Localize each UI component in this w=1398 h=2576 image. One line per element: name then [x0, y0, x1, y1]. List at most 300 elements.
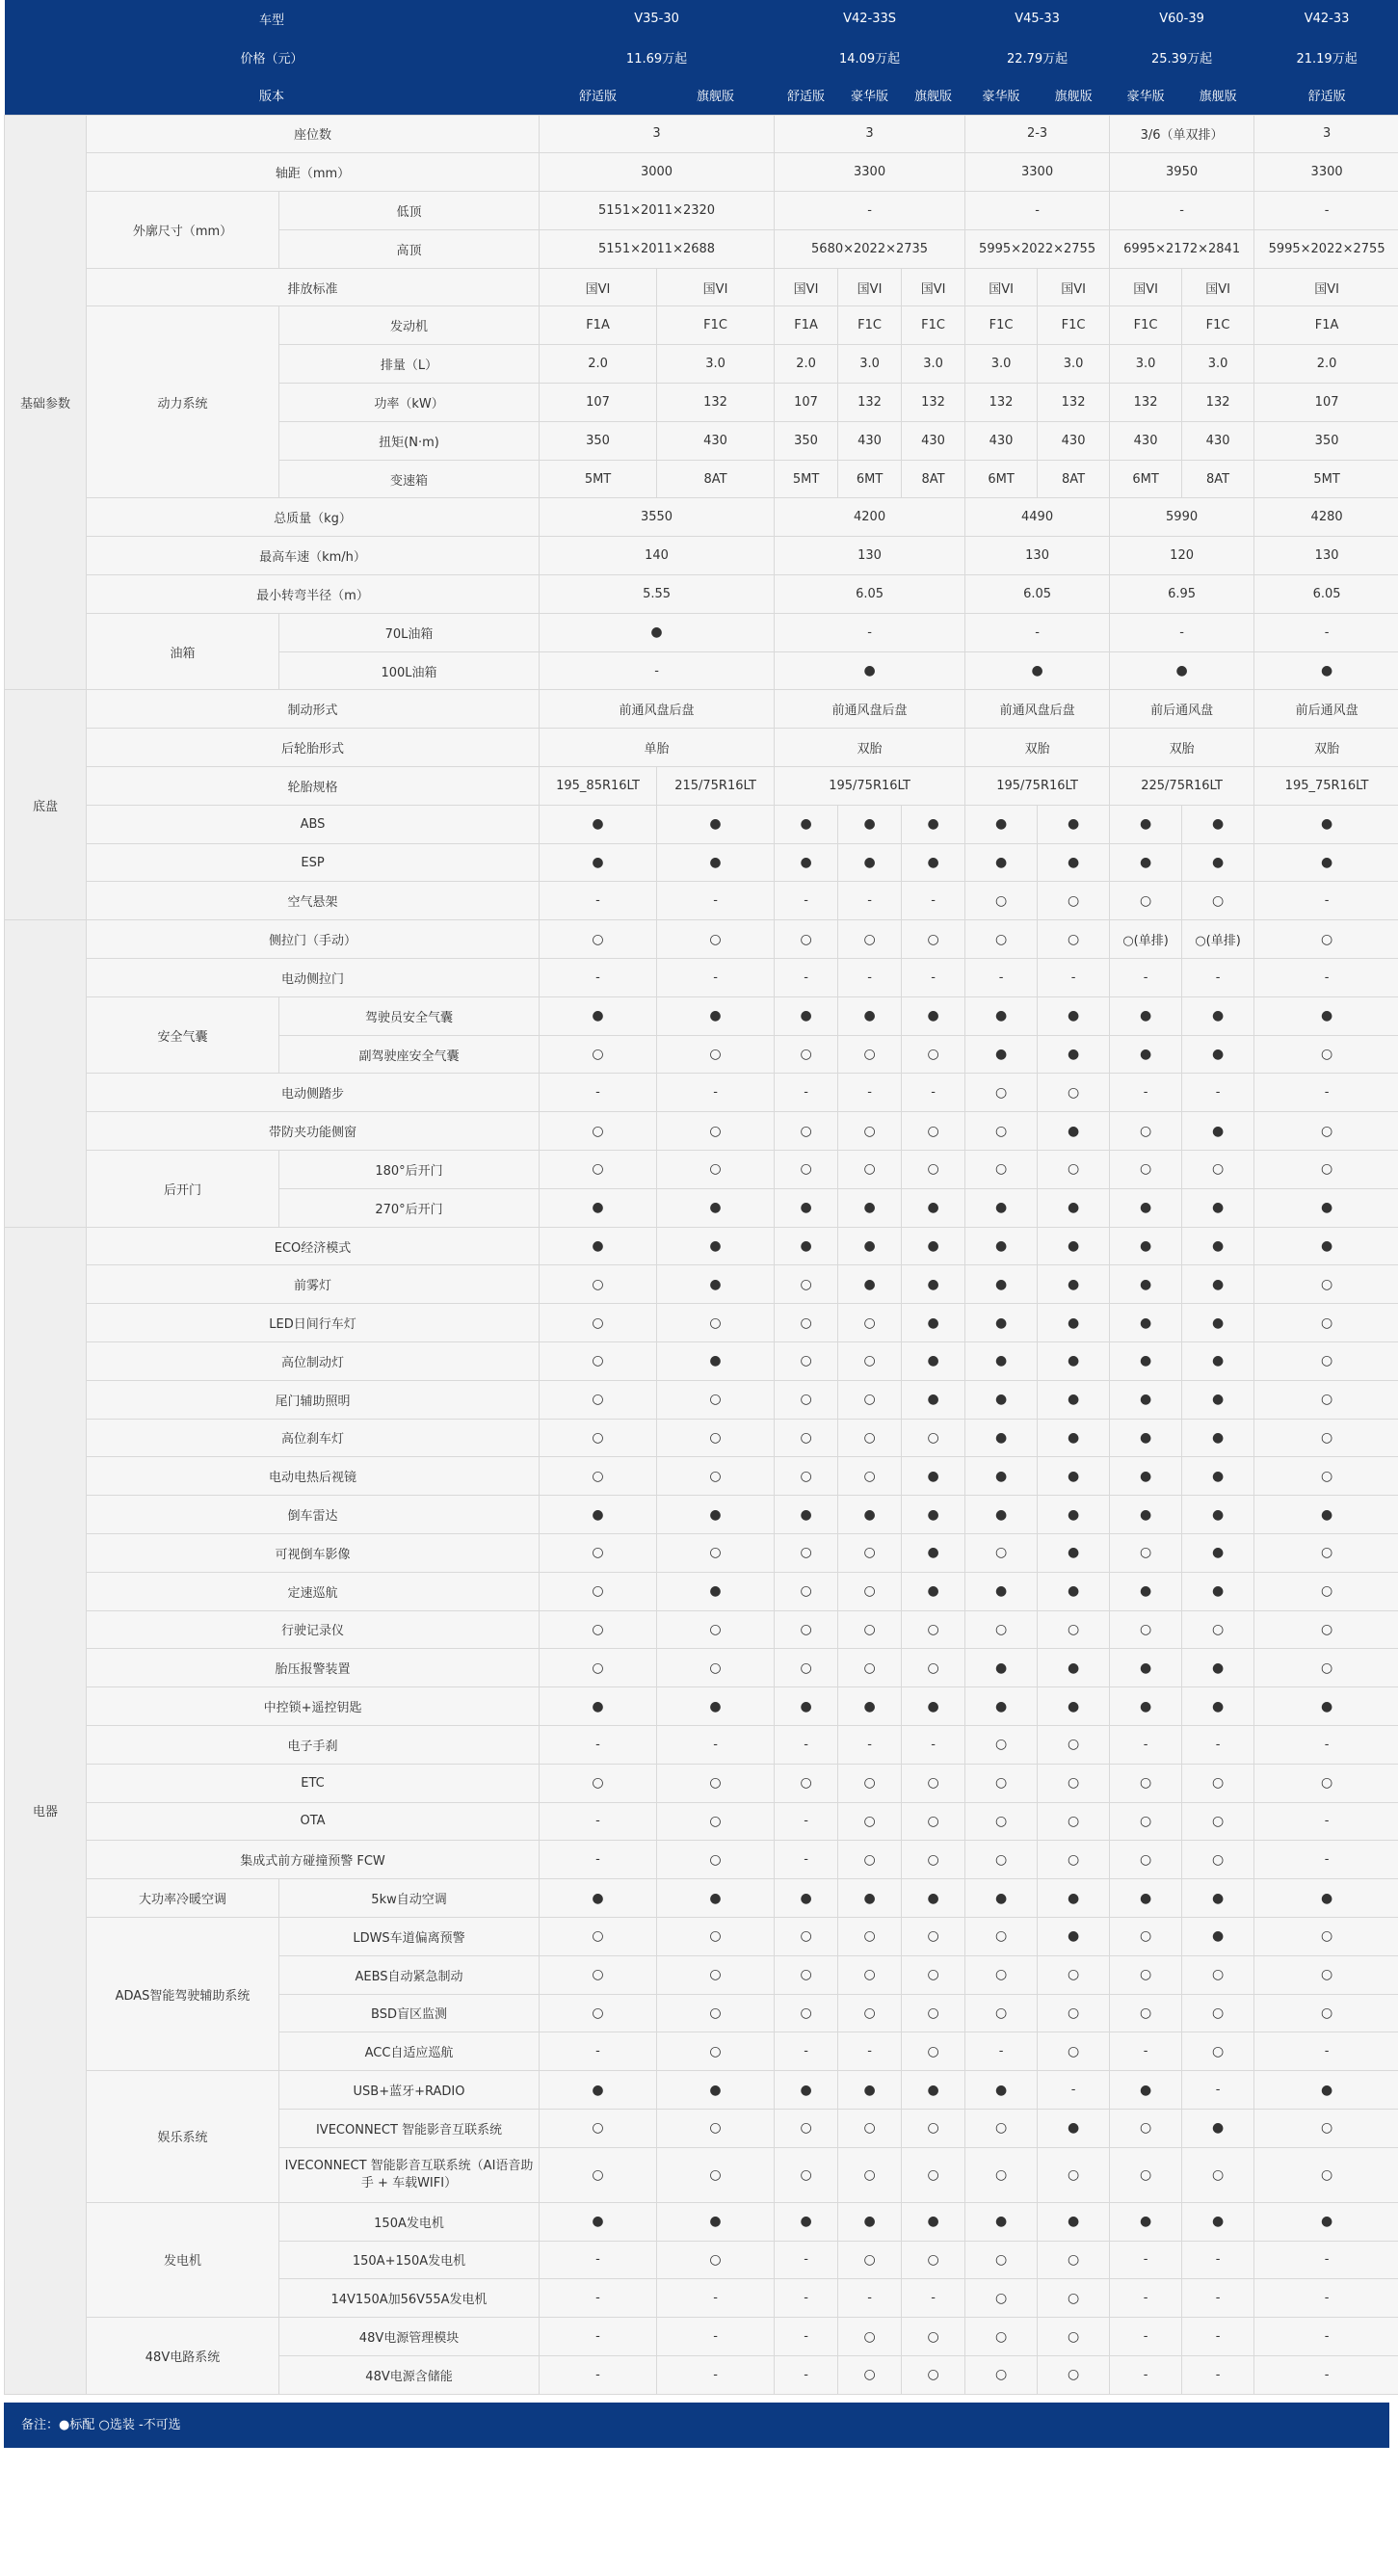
- row-label: ABS: [87, 805, 540, 843]
- spec-value: ●: [838, 1188, 902, 1227]
- spec-value: 8AT: [1038, 460, 1110, 498]
- spec-value: ●: [775, 2202, 838, 2241]
- spec-value: ○: [775, 2147, 838, 2202]
- version-name: 舒适版: [540, 76, 657, 115]
- spec-value: ○: [902, 1419, 965, 1457]
- spec-value: 8AT: [657, 460, 775, 498]
- row-label: 胎压报警装置: [87, 1649, 540, 1687]
- spec-value: F1C: [838, 306, 902, 345]
- spec-value: ●: [657, 1879, 775, 1918]
- row-sublabel: 270°后开门: [279, 1188, 540, 1227]
- spec-value: ●: [775, 1879, 838, 1918]
- spec-value: ●: [1254, 2202, 1398, 2241]
- spec-row: [5, 613, 1398, 651]
- spec-value: ○: [902, 2355, 965, 2394]
- spec-value: -: [1254, 1074, 1398, 1112]
- spec-value: ○: [775, 1304, 838, 1342]
- spec-value: ○: [1254, 1112, 1398, 1151]
- spec-value: ●: [902, 1342, 965, 1381]
- spec-value: ●: [838, 2071, 902, 2110]
- spec-value: -: [1182, 2241, 1254, 2279]
- spec-value: ●: [775, 1227, 838, 1265]
- spec-row: [5, 882, 1398, 920]
- spec-value: ●: [657, 2071, 775, 2110]
- spec-value: -: [540, 1841, 657, 1879]
- spec-value: -: [1110, 2355, 1182, 2394]
- spec-value: 6995×2172×2841: [1110, 229, 1254, 268]
- spec-value: 5.55: [540, 575, 775, 614]
- spec-value: 3300: [965, 153, 1110, 192]
- spec-value: ●: [1254, 1227, 1398, 1265]
- spec-value: ○: [1254, 1304, 1398, 1342]
- spec-value: ○: [902, 2147, 965, 2202]
- row-label: 座位数: [87, 115, 540, 153]
- spec-value: -: [540, 2318, 657, 2356]
- spec-value: ○: [657, 2109, 775, 2147]
- row-sublabel: USB+蓝牙+RADIO: [279, 2071, 540, 2110]
- spec-value: ●: [657, 1496, 775, 1534]
- spec-value: ●: [902, 1457, 965, 1496]
- spec-value: ○: [775, 1265, 838, 1304]
- row-label: 制动形式: [87, 690, 540, 729]
- spec-value: ●: [965, 843, 1038, 882]
- spec-value: ●: [1038, 1879, 1110, 1918]
- spec-value: -: [657, 1725, 775, 1764]
- spec-value: ●: [902, 1188, 965, 1227]
- spec-value: ●: [1182, 2109, 1254, 2147]
- spec-value: ○: [1254, 1917, 1398, 1955]
- spec-value: 3.0: [1182, 345, 1254, 384]
- model-price: 14.09万起: [775, 39, 965, 77]
- row-label: LED日间行车灯: [87, 1304, 540, 1342]
- row-label: 排放标准: [87, 268, 540, 306]
- spec-value: ●: [902, 2071, 965, 2110]
- spec-value: ○: [838, 1112, 902, 1151]
- row-label: 空气悬架: [87, 882, 540, 920]
- spec-value: ○: [775, 1917, 838, 1955]
- header-label-version: 版本: [5, 76, 540, 115]
- spec-value: ●: [540, 1496, 657, 1534]
- spec-value: ○: [775, 1533, 838, 1572]
- row-sublabel: IVECONNECT 智能影音互联系统: [279, 2109, 540, 2147]
- spec-value: ●: [1110, 651, 1254, 690]
- row-label: 发电机: [87, 2202, 279, 2317]
- spec-value: ○: [657, 2032, 775, 2071]
- spec-value: -: [1110, 959, 1182, 997]
- spec-value: ●: [775, 2071, 838, 2110]
- spec-value: -: [1110, 1074, 1182, 1112]
- spec-value: ●: [775, 651, 965, 690]
- spec-value: ●: [902, 1227, 965, 1265]
- spec-value: ●: [1110, 1227, 1182, 1265]
- spec-value: ●: [540, 1879, 657, 1918]
- spec-value: -: [657, 2318, 775, 2356]
- row-sublabel: 100L油箱: [279, 651, 540, 690]
- spec-row: [5, 690, 1398, 729]
- spec-value: -: [902, 1074, 965, 1112]
- spec-value: ○: [902, 1610, 965, 1649]
- spec-value: ●: [1182, 805, 1254, 843]
- spec-value: ●: [657, 843, 775, 882]
- spec-value: 国VI: [1182, 268, 1254, 306]
- spec-value: ○: [965, 1151, 1038, 1189]
- spec-value: ●: [1110, 1572, 1182, 1610]
- spec-value: ●: [1110, 1879, 1182, 1918]
- spec-value: 195_75R16LT: [1254, 767, 1398, 806]
- spec-value: ○: [1182, 1841, 1254, 1879]
- spec-value: ●: [965, 1304, 1038, 1342]
- row-label: 48V电路系统: [87, 2318, 279, 2395]
- table-body: [5, 115, 1398, 2394]
- spec-value: ○: [1254, 1533, 1398, 1572]
- spec-value: ○: [838, 1419, 902, 1457]
- spec-value: ○: [1110, 1917, 1182, 1955]
- spec-value: ○: [1182, 1610, 1254, 1649]
- model-price: 21.19万起: [1254, 39, 1398, 77]
- spec-value: -: [775, 1841, 838, 1879]
- spec-value: ●: [1110, 1304, 1182, 1342]
- model-name: V35-30: [540, 0, 775, 39]
- spec-value: ○: [838, 1380, 902, 1419]
- spec-value: -: [775, 2279, 838, 2318]
- spec-value: 国VI: [965, 268, 1038, 306]
- model-price: 22.79万起: [965, 39, 1110, 77]
- spec-value: ○: [1254, 2109, 1398, 2147]
- spec-value: -: [540, 2355, 657, 2394]
- spec-value: ○: [540, 1419, 657, 1457]
- spec-value: -: [1254, 613, 1398, 651]
- spec-value: F1C: [1182, 306, 1254, 345]
- spec-value: ○: [902, 1151, 965, 1189]
- spec-value: ●: [902, 1304, 965, 1342]
- spec-value: ●: [965, 1342, 1038, 1381]
- spec-value: 132: [1110, 384, 1182, 422]
- spec-value: ●: [902, 1496, 965, 1534]
- spec-row: [5, 1074, 1398, 1112]
- spec-value: ●: [1182, 1304, 1254, 1342]
- spec-value: ○: [540, 1151, 657, 1189]
- spec-value: -: [540, 651, 775, 690]
- spec-row: [5, 1649, 1398, 1687]
- spec-value: ●: [1038, 2202, 1110, 2241]
- spec-value: F1A: [540, 306, 657, 345]
- spec-row: [5, 192, 1398, 230]
- row-sublabel: 14V150A加56V55A发电机: [279, 2279, 540, 2318]
- spec-value: -: [1254, 1841, 1398, 1879]
- spec-value: ●: [1038, 1572, 1110, 1610]
- spec-value: ○: [540, 1955, 657, 1994]
- spec-value: ●: [657, 805, 775, 843]
- spec-value: ○: [1038, 1151, 1110, 1189]
- spec-value: ●: [902, 1879, 965, 1918]
- spec-value: ○: [965, 2241, 1038, 2279]
- spec-value: ●: [1182, 1879, 1254, 1918]
- row-label: 轴距（mm）: [87, 153, 540, 192]
- spec-value: -: [775, 192, 965, 230]
- spec-value: ○: [1110, 1802, 1182, 1841]
- row-sublabel: LDWS车道偏离预警: [279, 1917, 540, 1955]
- spec-value: ○: [1254, 1151, 1398, 1189]
- spec-value: ○: [775, 1610, 838, 1649]
- spec-value: ○: [1182, 1764, 1254, 1802]
- spec-value: ●: [1182, 1035, 1254, 1074]
- spec-value: ●: [1182, 1687, 1254, 1726]
- spec-value: 350: [1254, 421, 1398, 460]
- spec-value: -: [1254, 2318, 1398, 2356]
- spec-value: ○: [965, 2355, 1038, 2394]
- spec-value: ○: [1110, 1955, 1182, 1994]
- spec-value: 6MT: [965, 460, 1038, 498]
- spec-value: ○: [1254, 1955, 1398, 1994]
- spec-value: 3.0: [965, 345, 1038, 384]
- row-label: 行驶记录仪: [87, 1610, 540, 1649]
- spec-row: [5, 1725, 1398, 1764]
- spec-value: ●: [1038, 1457, 1110, 1496]
- spec-value: ○: [1254, 920, 1398, 959]
- spec-row: [5, 1496, 1398, 1534]
- spec-value: -: [1110, 2279, 1182, 2318]
- spec-value: 430: [902, 421, 965, 460]
- spec-value: ●: [1182, 1533, 1254, 1572]
- spec-row: [5, 1764, 1398, 1802]
- spec-value: ○: [965, 1112, 1038, 1151]
- spec-row: [5, 959, 1398, 997]
- category-cell: 基础参数: [5, 115, 87, 690]
- spec-value: ○: [775, 1419, 838, 1457]
- spec-value: 2.0: [540, 345, 657, 384]
- spec-value: ○: [965, 1074, 1038, 1112]
- spec-value: ○: [775, 1342, 838, 1381]
- spec-value: F1C: [1110, 306, 1182, 345]
- spec-value: ○: [1182, 1955, 1254, 1994]
- spec-value: -: [902, 1725, 965, 1764]
- spec-value: ○: [540, 1304, 657, 1342]
- spec-value: ○: [1110, 2109, 1182, 2147]
- spec-value: 3300: [1254, 153, 1398, 192]
- spec-value: ●: [965, 1380, 1038, 1419]
- spec-value: 130: [1254, 537, 1398, 575]
- spec-value: 3.0: [1110, 345, 1182, 384]
- spec-value: ○: [540, 1649, 657, 1687]
- spec-value: ○: [657, 1917, 775, 1955]
- spec-value: 4200: [775, 498, 965, 537]
- spec-value: -: [1110, 2318, 1182, 2356]
- spec-value: ○: [540, 1112, 657, 1151]
- spec-value: ○: [775, 1994, 838, 2032]
- spec-value: ○: [838, 1955, 902, 1994]
- spec-value: 3.0: [838, 345, 902, 384]
- spec-value: ●: [657, 1265, 775, 1304]
- spec-row: [5, 729, 1398, 767]
- spec-value: ●: [838, 1496, 902, 1534]
- model-price: 11.69万起: [540, 39, 775, 77]
- spec-value: ○: [657, 1304, 775, 1342]
- spec-value: ○: [657, 1035, 775, 1074]
- spec-value: ○: [838, 1802, 902, 1841]
- spec-value: ○: [902, 2241, 965, 2279]
- spec-value: ●: [1038, 1649, 1110, 1687]
- row-sublabel: 180°后开门: [279, 1151, 540, 1189]
- row-label: 带防夹功能侧窗: [87, 1112, 540, 1151]
- row-label: 可视倒车影像: [87, 1533, 540, 1572]
- row-label: 电子手刹: [87, 1725, 540, 1764]
- spec-value: -: [657, 1074, 775, 1112]
- spec-row: [5, 498, 1398, 537]
- spec-value: ●: [965, 1572, 1038, 1610]
- spec-value: -: [775, 2241, 838, 2279]
- spec-value: ○: [1038, 2032, 1110, 2071]
- spec-value: 2-3: [965, 115, 1110, 153]
- spec-row: [5, 1610, 1398, 1649]
- spec-value: ○: [540, 1533, 657, 1572]
- spec-row: [5, 2202, 1398, 2241]
- spec-value: ○(单排): [1110, 920, 1182, 959]
- vehicle-spec-table: [4, 0, 1398, 2395]
- row-label: 大功率冷暖空调: [87, 1879, 279, 1918]
- spec-value: 195/75R16LT: [775, 767, 965, 806]
- spec-value: ○: [902, 1035, 965, 1074]
- spec-value: ○: [1254, 1994, 1398, 2032]
- spec-value: 3.0: [657, 345, 775, 384]
- spec-table-container: [4, 0, 1389, 2395]
- row-label: 后轮胎形式: [87, 729, 540, 767]
- row-sublabel: 扭矩(N·m): [279, 421, 540, 460]
- spec-value: ●: [1038, 1227, 1110, 1265]
- spec-value: ○: [838, 1457, 902, 1496]
- spec-value: -: [775, 1802, 838, 1841]
- spec-value: -: [1254, 2279, 1398, 2318]
- spec-value: ○: [775, 1764, 838, 1802]
- spec-row: [5, 1572, 1398, 1610]
- spec-value: ○: [838, 1649, 902, 1687]
- spec-value: ○: [1038, 1074, 1110, 1112]
- spec-value: -: [775, 1725, 838, 1764]
- spec-row: [5, 268, 1398, 306]
- spec-value: ○: [657, 1764, 775, 1802]
- spec-value: -: [657, 882, 775, 920]
- spec-value: ●: [1038, 1342, 1110, 1381]
- spec-row: [5, 1342, 1398, 1381]
- spec-value: ○: [902, 2109, 965, 2147]
- spec-value: ○: [775, 1649, 838, 1687]
- spec-value: -: [1110, 192, 1254, 230]
- spec-value: ○: [775, 1035, 838, 1074]
- spec-value: ○: [657, 1112, 775, 1151]
- spec-value: 国VI: [1110, 268, 1182, 306]
- spec-row: [5, 1457, 1398, 1496]
- spec-value: ○: [902, 1649, 965, 1687]
- spec-value: ●: [1182, 1188, 1254, 1227]
- spec-row: [5, 1841, 1398, 1879]
- spec-value: 8AT: [1182, 460, 1254, 498]
- spec-value: 350: [540, 421, 657, 460]
- header-label-model: 车型: [5, 0, 540, 39]
- spec-value: -: [1254, 959, 1398, 997]
- spec-value: 国VI: [1254, 268, 1398, 306]
- spec-value: ●: [965, 1687, 1038, 1726]
- model-name: V42-33S: [775, 0, 965, 39]
- model-name: V45-33: [965, 0, 1110, 39]
- spec-value: ●: [1038, 1917, 1110, 1955]
- spec-value: 107: [1254, 384, 1398, 422]
- spec-value: ●: [965, 651, 1110, 690]
- row-sublabel: 驾驶员安全气囊: [279, 996, 540, 1035]
- spec-value: ●: [902, 1380, 965, 1419]
- spec-value: ●: [1254, 1879, 1398, 1918]
- spec-value: ●: [902, 1265, 965, 1304]
- spec-value: ○: [965, 2109, 1038, 2147]
- spec-value: ○: [838, 1764, 902, 1802]
- row-sublabel: 150A+150A发电机: [279, 2241, 540, 2279]
- spec-row: [5, 805, 1398, 843]
- category-cell: 底盘: [5, 690, 87, 920]
- spec-value: ●: [1254, 996, 1398, 1035]
- version-name: 旗舰版: [1038, 76, 1110, 115]
- row-sublabel: 排量（L）: [279, 345, 540, 384]
- spec-value: 6.05: [1254, 575, 1398, 614]
- spec-value: ○: [838, 920, 902, 959]
- spec-value: 132: [965, 384, 1038, 422]
- spec-value: ●: [902, 1572, 965, 1610]
- spec-row: [5, 1533, 1398, 1572]
- spec-value: 国VI: [1038, 268, 1110, 306]
- row-sublabel: 功率（kW）: [279, 384, 540, 422]
- spec-value: -: [775, 959, 838, 997]
- spec-value: ●: [775, 805, 838, 843]
- row-label: 最小转弯半径（m）: [87, 575, 540, 614]
- spec-value: ●: [1182, 1342, 1254, 1381]
- spec-value: 430: [838, 421, 902, 460]
- spec-value: ●: [775, 1188, 838, 1227]
- spec-value: ●: [1038, 2109, 1110, 2147]
- spec-value: ○: [838, 2355, 902, 2394]
- spec-value: ●: [1254, 805, 1398, 843]
- spec-value: ●: [965, 1035, 1038, 1074]
- spec-value: ●: [965, 1419, 1038, 1457]
- spec-value: ●: [838, 1265, 902, 1304]
- row-label: ESP: [87, 843, 540, 882]
- spec-row: [5, 767, 1398, 806]
- spec-value: ●: [657, 1227, 775, 1265]
- spec-value: -: [838, 1074, 902, 1112]
- spec-value: ○(单排): [1182, 920, 1254, 959]
- spec-value: ●: [838, 1879, 902, 1918]
- spec-value: ○: [838, 1917, 902, 1955]
- row-label: 集成式前方碰撞预警 FCW: [87, 1841, 540, 1879]
- spec-value: ●: [1038, 1035, 1110, 1074]
- row-label: 总质量（kg）: [87, 498, 540, 537]
- spec-value: ○: [775, 1457, 838, 1496]
- spec-value: ○: [540, 1380, 657, 1419]
- spec-value: ○: [902, 1917, 965, 1955]
- spec-value: ○: [1110, 1533, 1182, 1572]
- spec-value: ○: [1254, 1764, 1398, 1802]
- spec-value: ○: [838, 1841, 902, 1879]
- spec-value: -: [1182, 959, 1254, 997]
- spec-value: ●: [965, 1879, 1038, 1918]
- spec-row: [5, 1879, 1398, 1918]
- spec-value: -: [1110, 2241, 1182, 2279]
- spec-value: -: [902, 2279, 965, 2318]
- spec-value: ○: [540, 2147, 657, 2202]
- row-label: ETC: [87, 1764, 540, 1802]
- row-label: 最高车速（km/h）: [87, 537, 540, 575]
- spec-value: ●: [775, 1496, 838, 1534]
- spec-value: -: [1254, 2355, 1398, 2394]
- spec-value: -: [1110, 613, 1254, 651]
- spec-value: ●: [1110, 1419, 1182, 1457]
- spec-value: ○: [838, 2147, 902, 2202]
